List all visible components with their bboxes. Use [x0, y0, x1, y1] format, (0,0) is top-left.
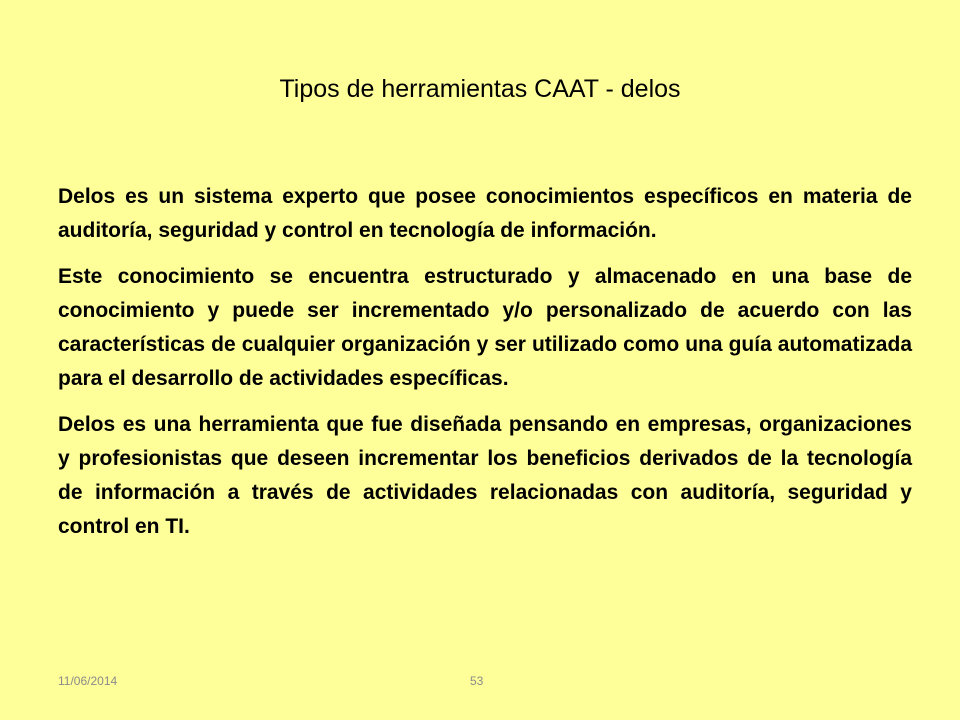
footer-date: 11/06/2014: [58, 674, 118, 688]
paragraph-purpose: Delos es una herramienta que fue diseñada pensando en empresas, organizaciones y profesionistas que deseen incrementar los beneficios derivados de la tecnología de información a través de actividades relacionadas con auditoría, seguridad y control en TI.: [58, 413, 912, 538]
slide-title: Tipos de herramientas CAAT - delos: [279, 75, 681, 103]
footer-page-number: 53: [470, 674, 484, 688]
paragraph-knowledge-base: Este conocimiento se encuentra estructurado y almacenado en una base de conocimiento y puede ser incrementado y/o personalizado de acuerdo con las características de cualquier organización y ser utilizado como una guía automatizada para el desarrollo de actividades específicas.: [58, 265, 912, 390]
paragraph-definition: Delos es un sistema experto que posee conocimientos específicos en materia de auditoría, seguridad y control en tecnología de información.: [58, 185, 912, 242]
slide-body: [58, 180, 912, 556]
